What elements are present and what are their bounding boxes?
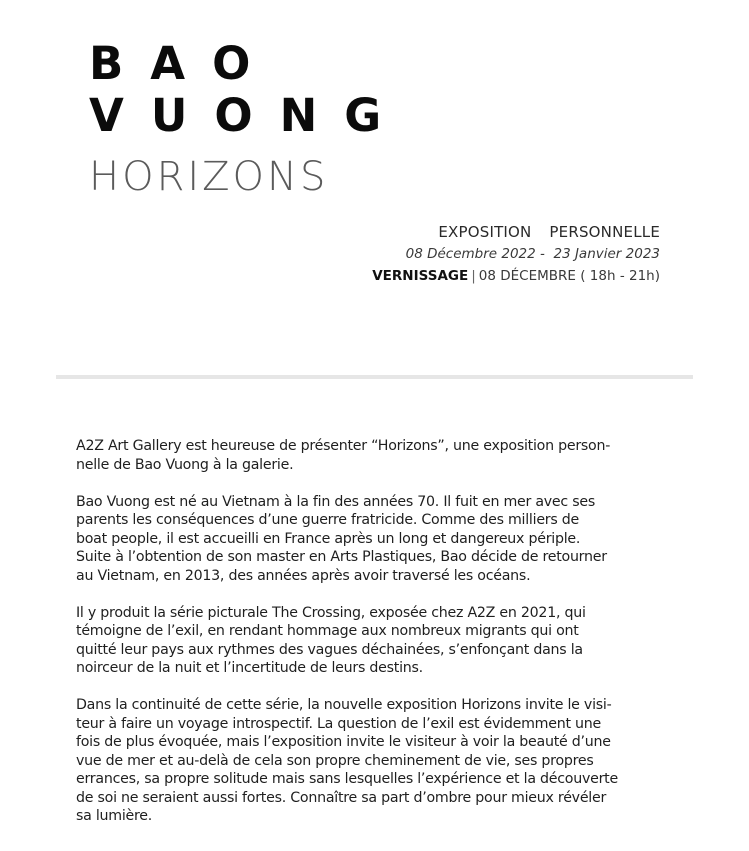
paragraph-biography xyxy=(76,493,686,586)
exhibition-dates: 08 Décembre 2022 - 23 Janvier 2023 xyxy=(405,246,660,262)
exhibition-type: EXPOSITION PERSONNELLE xyxy=(438,223,660,241)
artist-last-name: VUONG xyxy=(89,89,409,142)
text-line: vue de mer et au-delà de cela son propre cheminement de vie, ses propres xyxy=(76,752,594,769)
text-line: témoigne de l’exil, en rendant hommage aux nombreux migrants qui ont xyxy=(76,623,579,639)
text-line: errances, sa propre solitude mais sans lesquelles l’expérience et la découverte xyxy=(76,771,618,787)
paragraph-intro xyxy=(76,437,686,474)
exhibition-info xyxy=(372,221,660,287)
text-line: boat people, il est accueilli en France après un long et dangereux périple. xyxy=(76,530,581,547)
vernissage-detail: 08 DÉCEMBRE ( 18h - 21h) xyxy=(478,268,660,284)
text-line: Suite à l’obtention de son master en Arts Plastiques, Bao décide de retourner xyxy=(76,549,607,565)
text-line: A2Z Art Gallery est heureuse de présenter “Horizons”, une exposition person- xyxy=(76,438,611,454)
text-line: au Vietnam, en 2013, des années après avoir traversé les océans. xyxy=(76,567,531,584)
text-line: Il y produit la série picturale The Crossing, exposée chez A2Z en 2021, qui xyxy=(76,604,586,621)
paragraph-the-crossing xyxy=(76,604,686,678)
vernissage-label: VERNISSAGE xyxy=(372,268,469,284)
paragraph-horizons xyxy=(76,696,686,826)
divider xyxy=(56,375,693,379)
text-line: teur à faire un voyage introspectif. La question de l’exil est évidemment une xyxy=(76,715,601,732)
separator: | xyxy=(471,268,476,284)
text-line: Bao Vuong est né au Vietnam à la fin des années 70. Il fuit en mer avec ses xyxy=(76,493,595,510)
text-line: noirceur de la nuit et l’incertitude de leurs destins. xyxy=(76,660,423,676)
artist-first-name: BAO xyxy=(89,37,278,90)
text-line: Dans la continuité de cette série, la nouvelle exposition Horizons invite le visi- xyxy=(76,697,612,713)
vernissage-line xyxy=(372,265,660,287)
text-line: sa lumière. xyxy=(76,808,153,824)
text-line: de soi ne seraient aussi fortes. Connaître sa part d’ombre pour mieux révéler xyxy=(76,789,607,806)
exhibition-title: HORIZONS xyxy=(89,154,329,200)
text-line: fois de plus évoquée, mais l’exposition invite le visiteur à voir la beauté d’une xyxy=(76,734,611,750)
text-line: nelle de Bao Vuong à la galerie. xyxy=(76,456,294,473)
press-release-body xyxy=(76,437,686,844)
header xyxy=(89,37,409,200)
text-line: quitté leur pays aux rythmes des vagues déchainées, s’enfonçant dans la xyxy=(76,641,583,658)
text-line: parents les conséquences d’une guerre fratricide. Comme des milliers de xyxy=(76,512,580,528)
